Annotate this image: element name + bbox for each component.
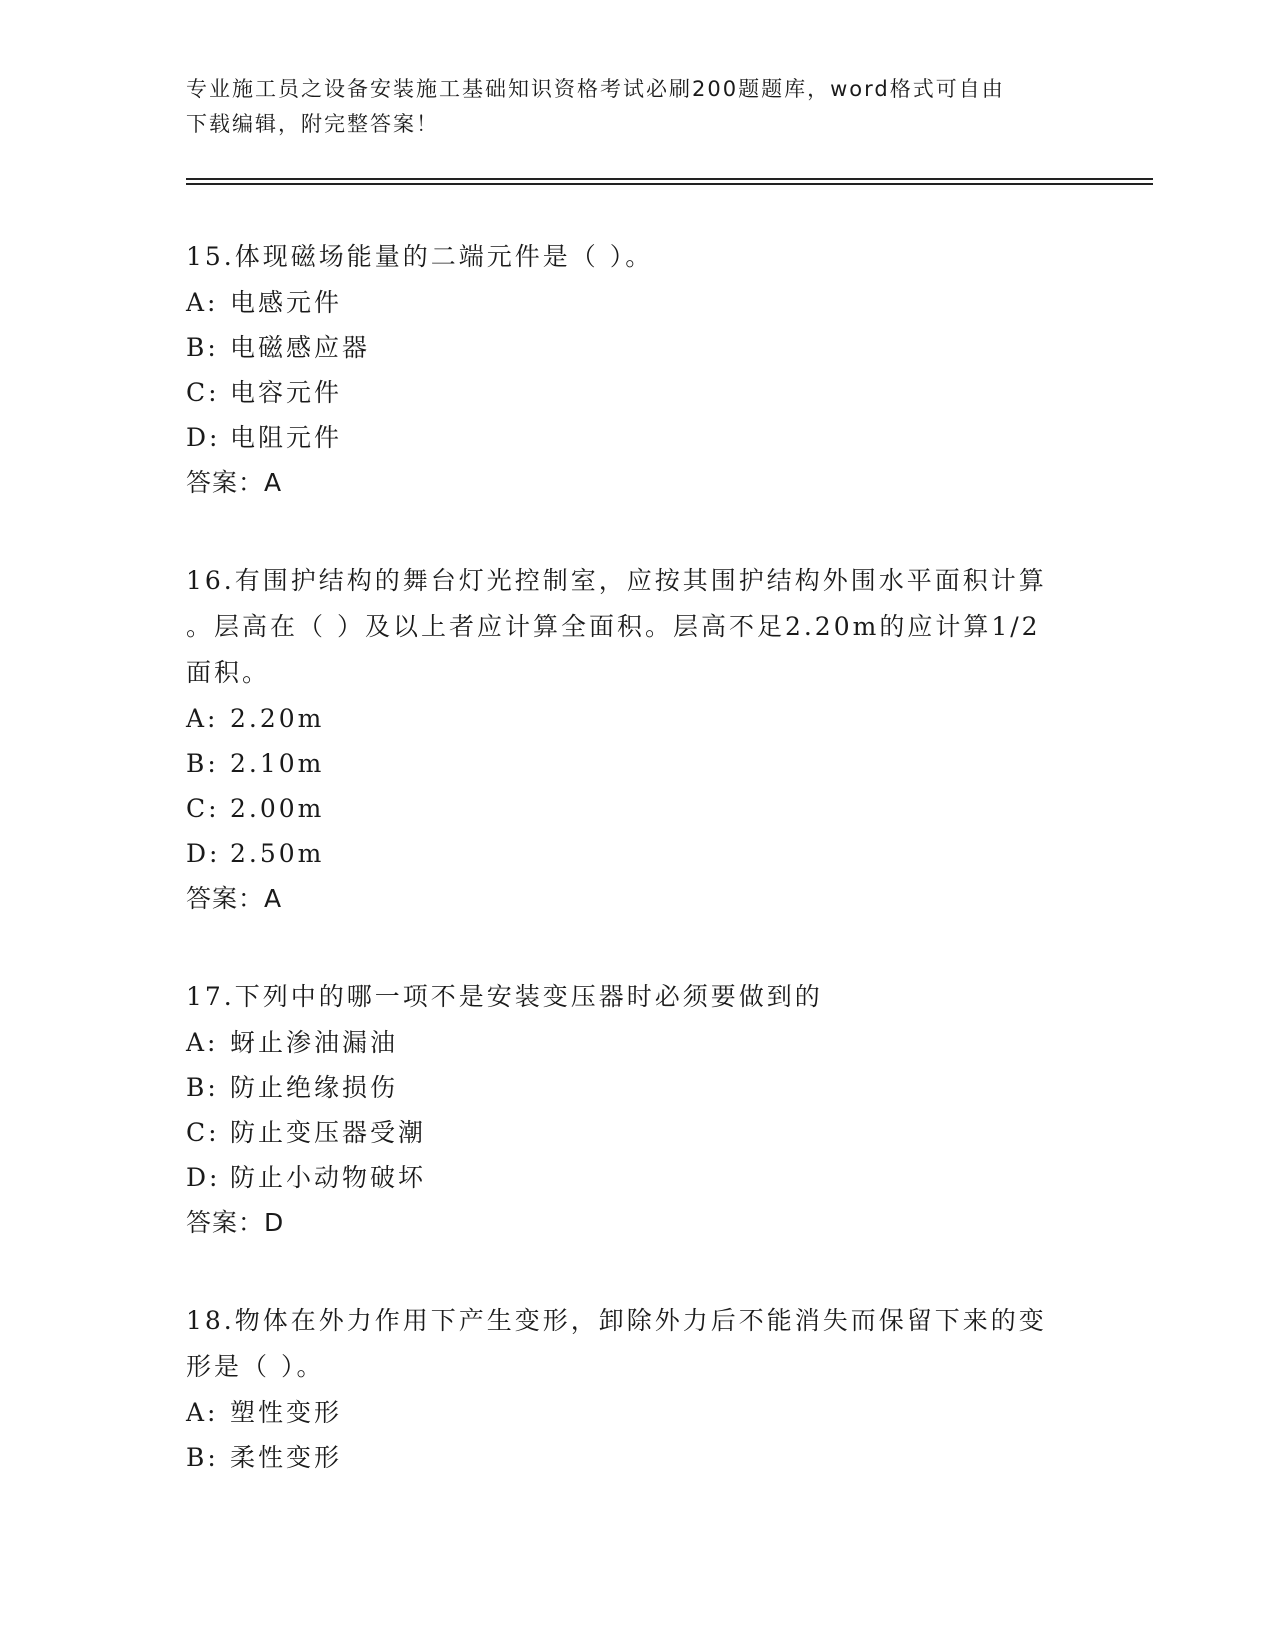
question-text: 15.体现磁场能量的二端元件是（ ）。: [186, 242, 654, 271]
option-text: 电感元件: [230, 288, 343, 317]
option-d: [186, 831, 1086, 876]
header-divider-bottom: [186, 183, 1153, 185]
question-text-line-2: 形是（ ）。: [186, 1352, 325, 1381]
option-text: 蚜止渗油漏油: [230, 1028, 399, 1057]
option-text: 2.50m: [230, 839, 325, 868]
option-b: [186, 1435, 1086, 1480]
option-letter: A:: [186, 1028, 219, 1057]
answer-text: 答案：D: [186, 1208, 285, 1237]
option-letter: D:: [186, 1163, 221, 1192]
option-b: [186, 741, 1086, 786]
option-letter: A:: [186, 1398, 219, 1427]
option-d: [186, 1155, 1086, 1200]
option-letter: D:: [186, 839, 221, 868]
option-letter: B:: [186, 333, 219, 362]
question-16: [186, 558, 1086, 922]
option-letter: A:: [186, 288, 219, 317]
option-text: 电阻元件: [230, 423, 343, 452]
option-text: 防止变压器受潮: [230, 1118, 427, 1147]
answer-text: 答案：A: [186, 884, 283, 913]
header-divider-top: [186, 178, 1153, 180]
option-c: [186, 1110, 1086, 1155]
option-a: [186, 1020, 1086, 1065]
option-text: 柔性变形: [230, 1443, 343, 1472]
question-text-line-1: 16.有围护结构的舞台灯光控制室，应按其围护结构外围水平面积计算: [186, 566, 1047, 595]
option-d: [186, 415, 1086, 460]
option-text: 塑性变形: [230, 1398, 343, 1427]
header-line-1: 专业施工员之设备安装施工基础知识资格考试必刷200题题库，word格式可自由: [186, 77, 1005, 101]
header-line-2: 下载编辑，附完整答案！: [186, 112, 439, 136]
question-17: [186, 974, 1086, 1246]
option-text: 防止小动物破坏: [230, 1163, 427, 1192]
option-a: [186, 696, 1086, 741]
option-b: [186, 1065, 1086, 1110]
option-letter: D:: [186, 423, 221, 452]
option-letter: C:: [186, 1118, 220, 1147]
option-letter: B:: [186, 1443, 219, 1472]
option-letter: C:: [186, 378, 220, 407]
option-letter: B:: [186, 1073, 219, 1102]
question-list: [186, 234, 1086, 1532]
option-text: 电容元件: [230, 378, 343, 407]
option-c: [186, 370, 1086, 415]
option-text: 电磁感应器: [230, 333, 371, 362]
question-text-line-3: 面积。: [186, 658, 271, 687]
option-text: 防止绝缘损伤: [230, 1073, 399, 1102]
option-text: 2.00m: [230, 794, 325, 823]
option-letter: B:: [186, 749, 219, 778]
question-18: [186, 1298, 1086, 1480]
option-c: [186, 786, 1086, 831]
option-text: 2.20m: [230, 704, 325, 733]
option-b: [186, 325, 1086, 370]
option-text: 2.10m: [230, 749, 325, 778]
option-a: [186, 280, 1086, 325]
option-a: [186, 1390, 1086, 1435]
document-header: [186, 72, 1086, 142]
answer-text: 答案：A: [186, 468, 283, 497]
question-text-line-2: 。层高在（ ）及以上者应计算全面积。层高不足2.20m的应计算1/2: [186, 612, 1041, 641]
question-15: [186, 234, 1086, 506]
option-letter: C:: [186, 794, 220, 823]
question-text-line-1: 18.物体在外力作用下产生变形，卸除外力后不能消失而保留下来的变: [186, 1306, 1047, 1335]
question-text: 17.下列中的哪一项不是安装变压器时必须要做到的: [186, 982, 823, 1011]
option-letter: A:: [186, 704, 219, 733]
